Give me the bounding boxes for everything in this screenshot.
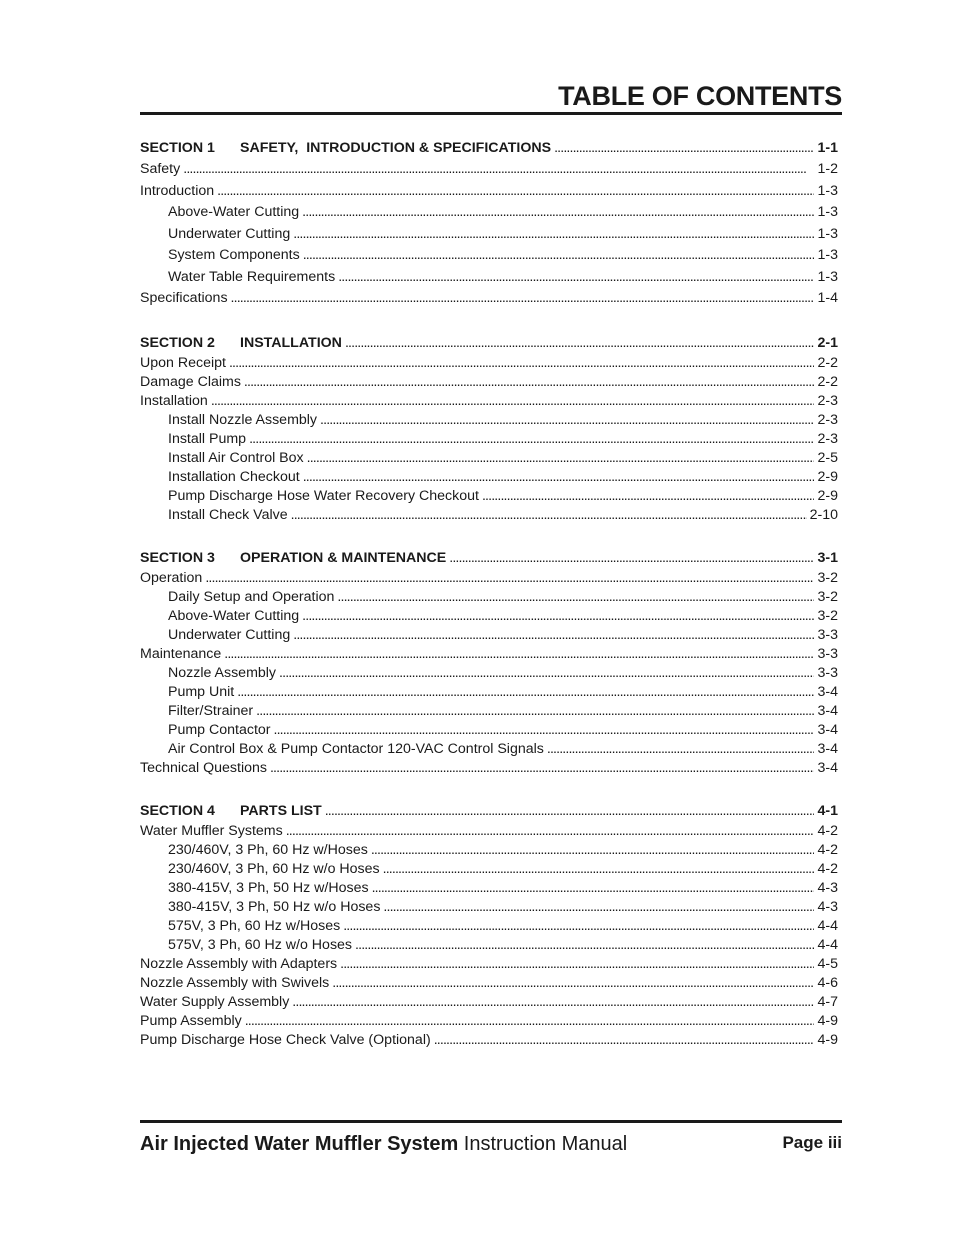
toc-entry-label: Install Check Valve	[168, 506, 288, 523]
toc-section-label	[140, 333, 342, 354]
toc-entry-label: Technical Questions	[140, 759, 267, 776]
toc-entry-label: Water Muffler Systems	[140, 822, 283, 839]
toc-entry-label: Nozzle Assembly with Adapters	[140, 955, 338, 972]
toc-entry-page: 2-3	[817, 430, 838, 447]
toc-entry[interactable]	[140, 740, 838, 759]
toc-entry[interactable]	[140, 759, 838, 778]
toc-entry-page: 1-3	[817, 204, 838, 220]
toc-entry-label: Air Control Box & Pump Contactor 120-VAC Control Signals	[168, 740, 544, 757]
toc-section-1[interactable]	[140, 138, 838, 159]
toc-entry[interactable]	[140, 860, 838, 879]
toc-entry[interactable]	[140, 702, 838, 721]
toc-entry[interactable]	[140, 411, 838, 430]
dot-leader	[547, 740, 815, 759]
toc-entry[interactable]	[140, 487, 838, 506]
toc-entry-label: 230/460V, 3 Ph, 60 Hz w/o Hoses	[168, 860, 380, 877]
toc-entry-label: 380-415V, 3 Ph, 50 Hz w/Hoses	[168, 879, 369, 896]
toc-section-2[interactable]	[140, 333, 838, 354]
toc-entry-page: 4-7	[817, 993, 838, 1010]
toc-entry[interactable]	[140, 468, 838, 487]
toc-entry-label: Nozzle Assembly	[168, 664, 277, 681]
toc-entry-label: Above-Water Cutting	[168, 204, 300, 220]
dot-leader	[320, 411, 814, 430]
toc-entry-page: 2-3	[817, 411, 838, 428]
dot-leader	[292, 993, 814, 1012]
toc-entry[interactable]	[140, 993, 838, 1012]
dot-leader	[554, 138, 814, 159]
toc-entry[interactable]	[140, 224, 838, 246]
footer-manual-title-bold: Air Injected Water Muffler System	[140, 1133, 459, 1155]
toc-entry[interactable]	[140, 588, 838, 607]
toc-section-number: SECTION 3	[140, 549, 215, 566]
toc-entry-label: Pump Discharge Hose Water Recovery Checkout	[168, 487, 479, 504]
toc-entry[interactable]	[140, 354, 838, 373]
toc-section-title: OPERATION & MAINTENANCE	[240, 549, 447, 566]
dot-leader	[383, 860, 815, 879]
title-divider	[140, 112, 842, 115]
toc-section-page: 4-1	[817, 802, 838, 819]
toc-entry-page: 4-4	[817, 936, 838, 953]
toc-entry-label: Filter/Strainer	[168, 702, 254, 719]
toc-entry-label: Install Pump	[168, 430, 247, 447]
dot-leader	[256, 702, 814, 721]
toc-entry-page: 3-4	[817, 740, 838, 757]
dot-leader	[293, 626, 814, 645]
dot-leader	[244, 373, 815, 392]
toc-entry-page: 3-2	[817, 588, 838, 605]
dot-leader	[482, 487, 815, 506]
toc-entry[interactable]	[140, 645, 838, 664]
toc-section-title: SAFETY, INTRODUCTION & SPECIFICATIONS	[240, 140, 552, 156]
toc-entry-label: Nozzle Assembly with Swivels	[140, 974, 330, 991]
dot-leader	[338, 267, 814, 289]
footer-divider	[140, 1120, 842, 1123]
toc-section-number: SECTION 1	[140, 140, 215, 156]
dot-leader	[372, 879, 815, 898]
toc-entry[interactable]	[140, 841, 838, 860]
dot-leader	[217, 181, 814, 203]
toc-entry-page: 1-4	[817, 290, 838, 306]
toc-entry[interactable]	[140, 449, 838, 468]
dot-leader	[205, 569, 814, 588]
toc-entry-label: Above-Water Cutting	[168, 607, 300, 624]
toc-entry-label: Water Supply Assembly	[140, 993, 290, 1010]
toc-entry-label: Pump Discharge Hose Check Valve (Optional)	[140, 1031, 431, 1048]
toc-entry-page: 2-2	[817, 373, 838, 390]
toc-entry-label: Install Nozzle Assembly	[168, 411, 318, 428]
dot-leader	[345, 333, 815, 354]
table-of-contents	[140, 138, 838, 1050]
toc-entry-label: Daily Setup and Operation	[168, 588, 335, 605]
dot-leader	[343, 917, 814, 936]
toc-entry-page: 1-3	[817, 247, 838, 263]
toc-entry-page: 3-4	[817, 683, 838, 700]
dot-leader	[274, 721, 815, 740]
toc-section-label	[140, 548, 446, 569]
toc-entry[interactable]	[140, 430, 838, 449]
toc-section-title: PARTS LIST	[240, 802, 322, 819]
dot-leader	[302, 202, 814, 224]
toc-entry-page: 3-3	[817, 664, 838, 681]
dot-leader	[211, 392, 815, 411]
toc-entry-label: Installation	[140, 392, 208, 409]
toc-section-4[interactable]	[140, 801, 838, 822]
toc-entry-label: Water Table Requirements	[168, 268, 336, 285]
toc-section-page: 2-1	[817, 334, 838, 351]
dot-leader	[291, 506, 807, 525]
toc-entry[interactable]	[140, 288, 838, 310]
dot-leader	[293, 224, 814, 246]
toc-entry-page: 3-4	[817, 759, 838, 776]
toc-entry[interactable]	[140, 373, 838, 392]
toc-entry-label: Pump Assembly	[140, 1012, 242, 1029]
toc-section-title: INSTALLATION	[240, 334, 342, 351]
toc-entry[interactable]	[140, 202, 838, 224]
toc-entry-page: 4-5	[817, 955, 838, 972]
toc-entry[interactable]	[140, 506, 838, 525]
toc-entry[interactable]	[140, 245, 838, 267]
dot-leader	[245, 1012, 815, 1031]
dot-leader	[383, 898, 814, 917]
toc-entry[interactable]	[140, 974, 838, 993]
toc-entry-page: 2-9	[817, 487, 838, 504]
toc-entry-label: Damage Claims	[140, 373, 241, 390]
toc-entry-page: 4-4	[817, 917, 838, 934]
toc-entry[interactable]	[140, 392, 838, 411]
dot-leader	[434, 1031, 815, 1050]
dot-leader	[337, 588, 814, 607]
toc-entry[interactable]	[140, 683, 838, 702]
dot-leader	[229, 354, 815, 373]
toc-entry[interactable]	[140, 917, 838, 936]
dot-leader	[302, 607, 814, 626]
toc-entry-page: 3-2	[817, 607, 838, 624]
toc-entry-page: 4-9	[817, 1012, 838, 1029]
toc-entry-page: 4-9	[817, 1031, 838, 1048]
dot-leader	[224, 645, 814, 664]
toc-entry-label: Underwater Cutting	[168, 626, 291, 643]
toc-entry-label: 575V, 3 Ph, 60 Hz w/Hoses	[168, 917, 341, 934]
toc-entry-page: 4-2	[817, 822, 838, 839]
dot-leader	[279, 664, 814, 683]
toc-entry[interactable]	[140, 664, 838, 683]
toc-entry-page: 3-3	[817, 626, 838, 643]
dot-leader	[303, 468, 815, 487]
toc-entry-page: 3-4	[817, 702, 838, 719]
toc-entry-page: 3-2	[817, 569, 838, 586]
toc-entry-page: 2-3	[817, 392, 838, 409]
dot-leader	[231, 288, 815, 310]
toc-entry-label: Operation	[140, 569, 203, 586]
toc-entry[interactable]	[140, 1012, 838, 1031]
toc-entry[interactable]	[140, 607, 838, 626]
toc-entry[interactable]	[140, 267, 838, 289]
toc-entry[interactable]	[140, 822, 838, 841]
toc-entry[interactable]	[140, 1031, 838, 1050]
toc-entry-page: 4-3	[817, 879, 838, 896]
toc-entry[interactable]	[140, 569, 838, 588]
toc-entry-label: Pump Contactor	[168, 721, 271, 738]
toc-entry-label: Install Air Control Box	[168, 449, 304, 466]
toc-entry-page: 1-2	[817, 161, 838, 177]
toc-entry-page: 2-9	[817, 468, 838, 485]
toc-entry-label: 230/460V, 3 Ph, 60 Hz w/Hoses	[168, 841, 368, 858]
toc-entry[interactable]	[140, 721, 838, 740]
footer-page-number: Page iii	[782, 1133, 842, 1152]
toc-entry[interactable]	[140, 955, 838, 974]
toc-section-number: SECTION 2	[140, 334, 215, 351]
toc-entry-label: Maintenance	[140, 645, 222, 662]
dot-leader	[449, 548, 814, 569]
toc-entry-page: 2-5	[817, 449, 838, 466]
toc-entry-label: Upon Receipt	[140, 354, 226, 371]
dot-leader	[340, 955, 814, 974]
page-title: TABLE OF CONTENTS	[558, 81, 842, 111]
toc-entry-page: 4-2	[817, 841, 838, 858]
toc-entry-page: 1-3	[817, 182, 838, 199]
dot-leader	[355, 936, 814, 955]
footer-manual-title-regular: Instruction Manual	[458, 1133, 628, 1155]
toc-entry-label: Underwater Cutting	[168, 225, 291, 242]
toc-entry-page: 3-3	[817, 645, 838, 662]
toc-entry-label: Installation Checkout	[168, 468, 300, 485]
toc-entry-page: 1-3	[817, 268, 838, 285]
toc-entry[interactable]	[140, 159, 838, 181]
dot-leader	[325, 801, 815, 822]
toc-entry[interactable]	[140, 898, 838, 917]
toc-section-number: SECTION 4	[140, 802, 215, 819]
footer-manual-title	[140, 1130, 627, 1158]
dot-leader	[303, 245, 815, 267]
toc-entry-label: Safety	[140, 161, 181, 177]
dot-leader	[249, 430, 814, 449]
dot-leader	[307, 449, 815, 468]
dot-leader	[237, 683, 814, 702]
toc-entry-page: 2-2	[817, 354, 838, 371]
toc-section-label	[140, 801, 322, 822]
toc-entry-label: System Components	[168, 247, 300, 263]
toc-entry-page: 4-3	[817, 898, 838, 915]
toc-entry-page: 4-6	[817, 974, 838, 991]
toc-section-label	[140, 138, 551, 159]
toc-entry-label: Pump Unit	[168, 683, 235, 700]
toc-entry-label: 380-415V, 3 Ph, 50 Hz w/o Hoses	[168, 898, 381, 915]
dot-leader	[270, 759, 815, 778]
toc-entry[interactable]	[140, 879, 838, 898]
dot-leader	[371, 841, 815, 860]
toc-entry-label: Introduction	[140, 182, 215, 199]
toc-section-page: 3-1	[817, 549, 838, 566]
toc-entry-page: 3-4	[817, 721, 838, 738]
toc-entry[interactable]	[140, 626, 838, 645]
toc-entry-label: 575V, 3 Ph, 60 Hz w/o Hoses	[168, 936, 353, 953]
toc-section-3[interactable]	[140, 548, 838, 569]
toc-entry-label: Specifications	[140, 290, 228, 306]
dot-leader	[183, 159, 814, 181]
toc-entry-page: 1-3	[817, 225, 838, 242]
toc-section-page: 1-1	[817, 140, 838, 156]
dot-leader	[332, 974, 814, 993]
toc-entry[interactable]	[140, 936, 838, 955]
toc-entry-page: 2-10	[809, 506, 838, 523]
toc-entry-page: 4-2	[817, 860, 838, 877]
dot-leader	[286, 822, 815, 841]
toc-entry[interactable]	[140, 181, 838, 203]
